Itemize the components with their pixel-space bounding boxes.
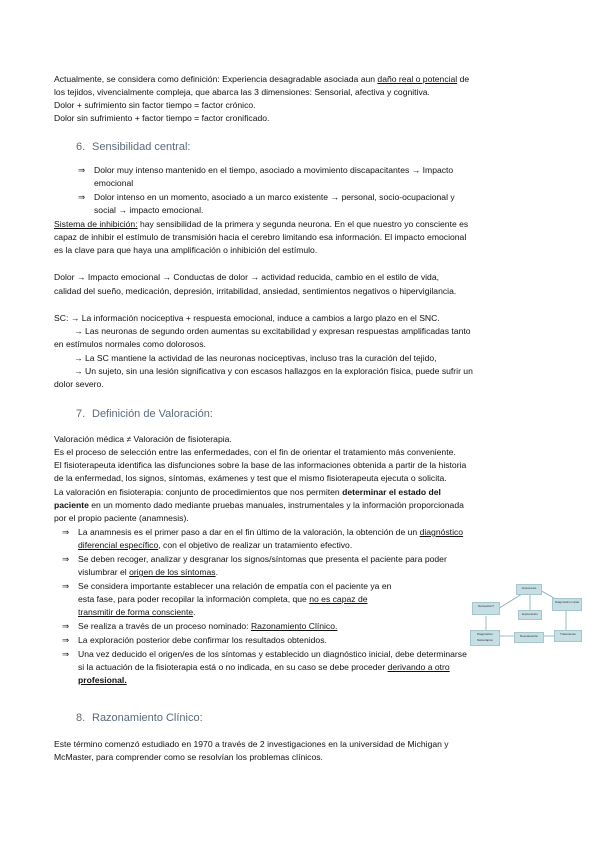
- list-item: ⇒ Una vez deducido el origen/es de los síntomas y establecido un diagnóstico inicial, debe determinarse: [62, 649, 467, 659]
- diagram-box: Anamnesis: [516, 584, 542, 595]
- diagram-box: Reevaluación: [514, 632, 544, 643]
- section-8-heading: 8. Razonamiento Clínico:: [76, 712, 203, 724]
- inhibition-line-3: es la clave para que haya una amplificación o inhibición del estímulo.: [54, 245, 318, 255]
- chain-line-2: calidad del sueño, medicación, depresión, irritabilidad, ansiedad, sentimientos negativos o hipervigilancia.: [54, 286, 457, 296]
- sc-line-1: SC: → La información nociceptiva + respuesta emocional, induce a cambios a largo plazo en el SNC.: [54, 313, 440, 323]
- intro-line-4: Dolor sin sufrimiento + factor tiempo = factor cronificado.: [54, 113, 270, 123]
- list-item-cont: vislumbrar el origen de los síntomas.: [78, 567, 218, 577]
- double-arrow-icon: ⇒: [62, 649, 70, 659]
- double-arrow-icon: ⇒: [62, 635, 70, 645]
- section-6-heading: 6. Sensibilidad central:: [76, 141, 191, 153]
- intro-line-3: Dolor + sufrimiento sin factor tiempo = factor crónico.: [54, 100, 256, 110]
- sc-line-3: en estímulos normales como dolorosos.: [54, 339, 206, 349]
- list-item-cont: profesional.: [78, 675, 127, 685]
- diagram-box: Diagnóstico fisioterápico: [470, 630, 500, 646]
- list-item-cont: si la actuación de la fisioterapia está o no indicada, en su caso se debe proceder derivando a otro: [78, 662, 450, 672]
- paragraph: Este término comenzó estudiado en 1970 a través de 2 investigaciones en la universidad de Michigan y: [54, 739, 449, 749]
- diagram-box: Diagnóstico inicial: [552, 598, 582, 611]
- paragraph: Es el proceso de selección entre las enfermedades, con el fin de orientar el tratamiento más conveniente.: [54, 447, 456, 457]
- clinical-reasoning-diagram: [468, 580, 596, 660]
- diagram-box: Exploración: [518, 610, 542, 620]
- list-item-cont: esta fase, para poder recopilar la información completa, que no es capaz de: [78, 594, 368, 604]
- intro-line-2: los tejidos, vivencialmente compleja, que abarca las 3 dimensiones: Sensorial, afectiva y cognitiva.: [54, 87, 430, 97]
- paragraph: paciente en un momento dado mediante pruebas manuales, instrumentales y la información proporcionada: [54, 500, 464, 510]
- sc-line-2: → Las neuronas de segundo orden aumentas su excitabilidad y expresan respuestas amplificadas tanto: [74, 326, 471, 336]
- list-item: ⇒ Dolor intenso en un momento, asociado a un marco existente → personal, socio-ocupacional y: [78, 192, 455, 202]
- list-item: ⇒ Se realiza a través de un proceso nominado: Razonamiento Clínico.: [62, 621, 338, 631]
- paragraph: Valoración médica ≠ Valoración de fisioterapia.: [54, 434, 232, 444]
- underlined-text: daño real o potencial: [377, 74, 458, 84]
- double-arrow-icon: ⇒: [62, 527, 70, 537]
- list-item: ⇒ Se deben recoger, analizar y desgranar los signos/síntomas que presenta el paciente para poder: [62, 554, 447, 564]
- diagram-box: Tratamiento: [554, 630, 582, 642]
- sc-line-4: → La SC mantiene la actividad de las neuronas nociceptivas, incluso tras la curación del tejido,: [74, 353, 437, 363]
- double-arrow-icon: ⇒: [78, 165, 86, 175]
- list-item-cont: social → impacto emocional.: [94, 205, 204, 215]
- list-item: ⇒ La exploración posterior debe confirmar los resultados obtenidos.: [62, 635, 327, 645]
- inhibition-line-1: Sistema de inhibición: hay sensibilidad de la primera y segunda neurona. En el que nuestro yo consciente es: [54, 219, 469, 229]
- double-arrow-icon: ⇒: [62, 581, 70, 591]
- paragraph: de la enfermedad, los signos, síntomas, exámenes y test que el mismo fisioterapeuta ejecuta o solicita.: [54, 473, 447, 483]
- paragraph: El fisioterapeuta identifica las disfunciones sobre la base de las informaciones obtenida a partir de la historia: [54, 460, 467, 470]
- diagram-box: Derivación?: [472, 602, 500, 615]
- list-item-cont: emocional: [94, 178, 134, 188]
- intro-line-1: Actualmente, se considera como definición: Experiencia desagradable asociada aun daño real o potencial de: [54, 74, 470, 84]
- sc-line-5: → Un sujeto, sin una lesión significativa y con escasos hallazgos en la exploración física, puede sufrir un: [74, 366, 473, 376]
- double-arrow-icon: ⇒: [78, 192, 86, 202]
- paragraph: McMaster, para comprender como se resolvían los problemas clínicos.: [54, 752, 323, 762]
- paragraph: La valoración en fisioterapia: conjunto de procedimientos que nos permiten determinar el estado del: [54, 487, 441, 497]
- double-arrow-icon: ⇒: [62, 554, 70, 564]
- list-item: ⇒ Dolor muy intenso mantenido en el tiempo, asociado a movimiento discapacitantes → Impacto: [78, 165, 454, 175]
- inhibition-line-2: capaz de inhibir el estímulo de transmisión hacia el cerebro limitando esa información. El impacto emocional: [54, 232, 467, 242]
- list-item: ⇒ La anamnesis es el primer paso a dar en el fin último de la valoración, la obtención de un diagnóstico: [62, 527, 464, 537]
- list-item-cont: transmitir de forma consciente.: [78, 607, 196, 617]
- double-arrow-icon: ⇒: [62, 621, 70, 631]
- list-item: ⇒ Se considera importante establecer una relación de empatía con el paciente ya en: [62, 581, 392, 591]
- section-7-heading: 7. Definición de Valoración:: [76, 408, 213, 420]
- sc-line-6: dolor severo.: [54, 379, 104, 389]
- list-item-cont: diferencial específico, con el objetivo de realizar un tratamiento efectivo.: [78, 540, 353, 550]
- chain-line-1: Dolor → Impacto emocional → Conductas de dolor → actividad reducida, cambio en el estilo de vida,: [54, 272, 440, 282]
- paragraph: por el propio paciente (anamnesis).: [54, 513, 189, 523]
